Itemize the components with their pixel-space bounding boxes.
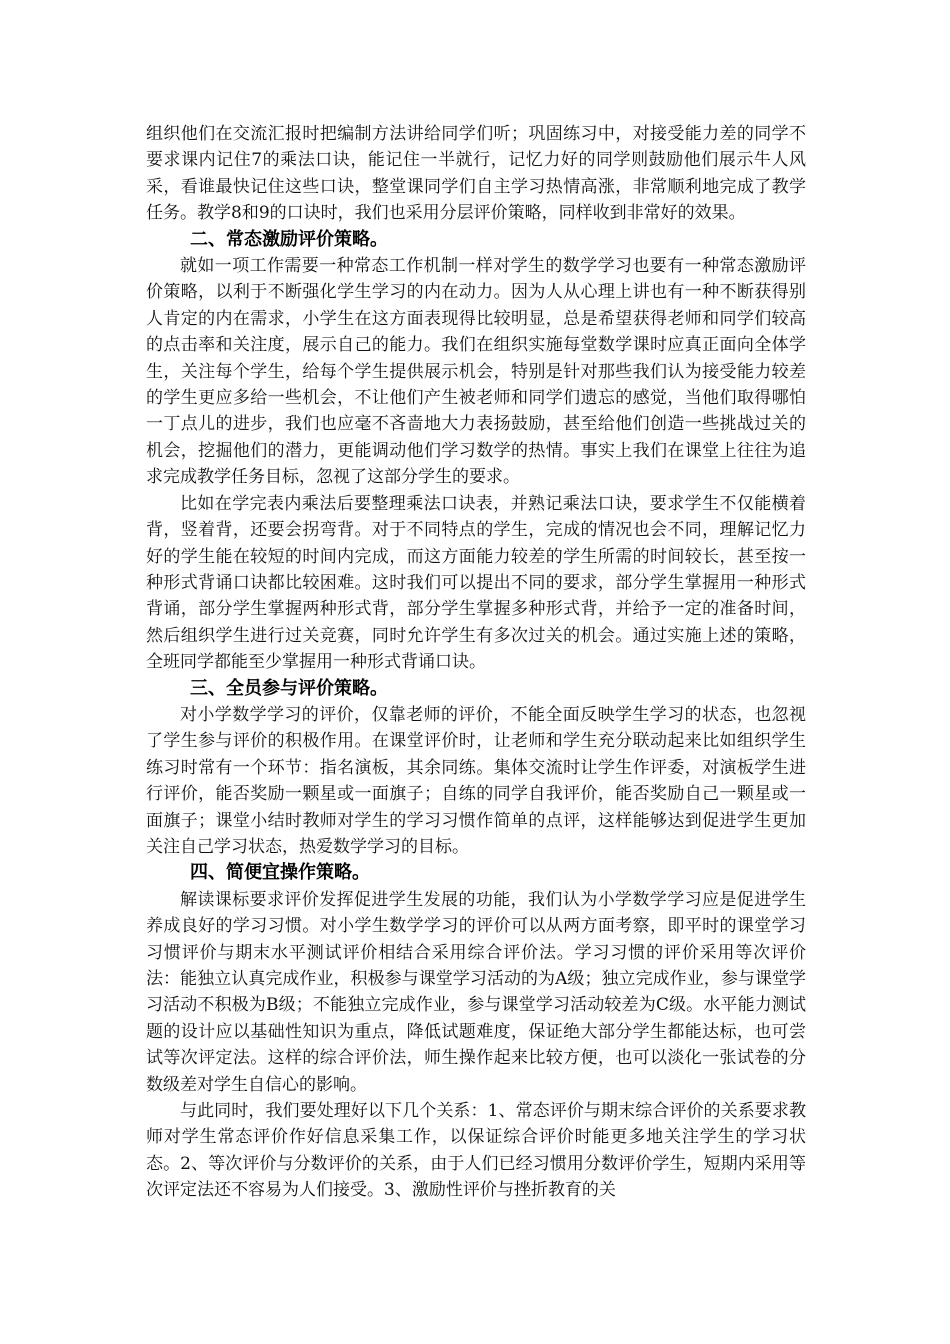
section-heading-4: 四、简便宜操作策略。 (190, 862, 370, 884)
paragraph: 就如一项工作需要一种常态工作机制一样对学生的数学学习也要有一种常态激励评价策略，以利于不断强化学生学习的内在动力。因为人从心理上讲也有一种不断获得别人肯定的内在需求，小学生在这方面表现得比较明显，总是希望获得老师和同学们较高的点击率和关注度，展示自己的能力。我们在组织实施每堂数学课时应真正面向全体学生，关注每个学生，给每个学生提供展示机会，特别是针对那些我们认为接受能力较差的学生更应多给一些机会，不让他们产生被老师和同学们遗忘的感觉，当他们取得哪怕一丁点儿的进步，我们也应毫不吝啬地大力表扬鼓励，甚至给他们创造一些挑战过关的机会，挖掘他们的潜力，更能调动他们学习数学的热情。事实上我们在课堂上往往为追求完成教学任务目标，忽视了这部分学生的要求。 (146, 256, 806, 488)
paragraph: 对小学数学学习的评价，仅靠老师的评价，不能全面反映学生学习的状态，也忽视了学生参与评价的积极作用。在课堂评价时，让老师和学生充分联动起来比如组织学生练习时常有一个环节：指名演板，其余同练。集体交流时让学生作评委，对演板学生进行评价，能否奖励一颗星或一面旗子；自练的同学自我评价，能否奖励自己一颗星或一面旗子；课堂小结时教师对学生的学习习惯作简单的点评，这样能够达到促进学生更加关注自己学习状态，热爱数学学习的目标。 (146, 704, 806, 857)
paragraph-continuation: 组织他们在交流汇报时把编制方法讲给同学们听；巩固练习中，对接受能力差的同学不要求课内记住7的乘法口诀，能记住一半就行，记忆力好的同学则鼓励他们展示牛人风采，看谁最快记住这些口诀，整堂课同学们自主学习热情高涨，非常顺利地完成了教学任务。教学8和9的口诀时，我们也采用分层评价策略，同样收到非常好的效果。 (146, 124, 806, 224)
section-heading-2: 二、常态激励评价策略。 (190, 228, 388, 250)
document-body (146, 121, 806, 1204)
paragraph: 解读课标要求评价发挥促进学生发展的功能，我们认为小学数学学习应是促进学生养成良好的学习习惯。对小学生数学学习的评价可以从两方面考察，即平时的课堂学习习惯评价与期末水平测试评价相结合采用综合评价法。学习习惯的评价采用等次评价法：能独立认真完成作业，积极参与课堂学习活动的为A级；独立完成作业，参与课堂学习活动不积极为B级；不能独立完成作业，参与课堂学习活动较差为C级。水平能力测试题的设计应以基础性知识为重点，降低试题难度，保证绝大部分学生都能达标，也可尝试等次评定法。这样的综合评价法，师生操作起来比较方便，也可以淡化一张试卷的分数级差对学生自信心的影响。 (146, 889, 806, 1095)
paragraph: 与此同时，我们要处理好以下几个关系：1、常态评价与期末综合评价的关系要求教师对学生常态评价作好信息采集工作，以保证综合评价时能更多地关注学生的学习状态。2、等次评价与分数评价的关系，由于人们已经习惯用分数评价学生，短期内采用等次评定法还不容易为人们接受。3、激励性评价与挫折教育的关 (146, 1101, 806, 1201)
section-heading-3: 三、全员参与评价策略。 (190, 677, 388, 699)
paragraph: 比如在学完表内乘法后要整理乘法口诀表，并熟记乘法口诀，要求学生不仅能横着背，竖着背，还要会拐弯背。对于不同特点的学生，完成的情况也会不同，理解记忆力好的学生能在较短的时间内完成，而这方面能力较差的学生所需的时间较长，甚至按一种形式背诵口诀都比较困难。这时我们可以提出不同的要求，部分学生掌握用一种形式背诵，部分学生掌握两种形式背，部分学生掌握多种形式背，并给予一定的准备时间，然后组织学生进行过关竞赛，同时允许学生有多次过关的机会。通过实施上述的策略，全班同学都能至少掌握用一种形式背诵口诀。 (146, 493, 806, 673)
